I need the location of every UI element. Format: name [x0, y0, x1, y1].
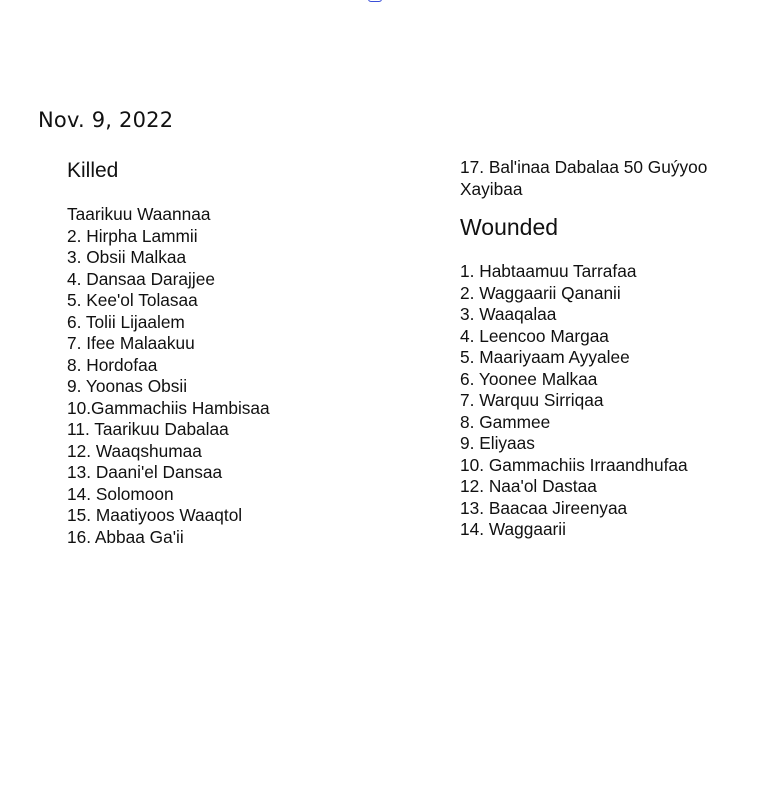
list-item: 14. Solomoon — [67, 483, 174, 504]
list-item: 10. Gammachiis Irraandhufaa — [460, 454, 688, 475]
list-item: 9. Eliyaas — [460, 433, 535, 453]
list-item: 13. Baacaa Jireenyaa — [460, 497, 628, 518]
list-item: 12. Waaqshumaa — [67, 440, 202, 461]
list-item: 2. Hirpha Lammii — [67, 225, 198, 246]
wounded-heading: Wounded — [460, 214, 559, 240]
list-item: 5. Kee'ol Tolasaa — [67, 290, 198, 310]
list-item: 4. Dansaa Darajjee — [67, 268, 215, 289]
list-item: 8. Hordofaa — [67, 354, 158, 375]
right-column — [460, 157, 760, 541]
list-item: 3. Waaqalaa — [460, 304, 557, 324]
list-item: Taarikuu Waannaa — [67, 204, 211, 224]
list-item: 3. Obsii Malkaa — [67, 247, 187, 267]
list-item: 2. Waggaarii Qananii — [460, 282, 621, 303]
list-item: 5. Maariyaam Ayyalee — [460, 347, 630, 367]
link-mark-icon — [368, 0, 382, 2]
list-item: 1. Habtaamuu Tarrafaa — [460, 261, 637, 281]
killed-heading: Killed — [67, 159, 119, 182]
killed-column — [67, 157, 427, 548]
list-item: 7. Warquu Sirriqaa — [460, 390, 604, 410]
list-item: 7. Ifee Malaakuu — [67, 333, 195, 353]
list-item: 11. Taarikuu Dabalaa — [67, 419, 229, 439]
list-item: 12. Naa'ol Dastaa — [460, 476, 597, 496]
killed-continued-item: 17. Bal'inaa Dabalaa 50 Guýyoo Xayibaa — [460, 157, 708, 199]
list-item: 6. Yoonee Malkaa — [460, 368, 598, 389]
list-item: 14. Waggaarii — [460, 519, 566, 539]
list-item: 8. Gammee — [460, 411, 551, 432]
list-item: 9. Yoonas Obsii — [67, 376, 188, 396]
killed-list — [67, 204, 427, 548]
list-item: 16. Abbaa Ga'ii — [67, 526, 184, 547]
list-item: 4. Leencoo Margaa — [460, 325, 609, 346]
document-date: Nov. 9, 2022 — [38, 108, 174, 132]
list-item: 10.Gammachiis Hambisaa — [67, 397, 270, 418]
wounded-list — [460, 261, 760, 541]
list-item: 6. Tolii Lijaalem — [67, 311, 185, 332]
list-item: 13. Daani'el Dansaa — [67, 462, 223, 482]
list-item: 15. Maatiyoos Waaqtol — [67, 505, 243, 525]
